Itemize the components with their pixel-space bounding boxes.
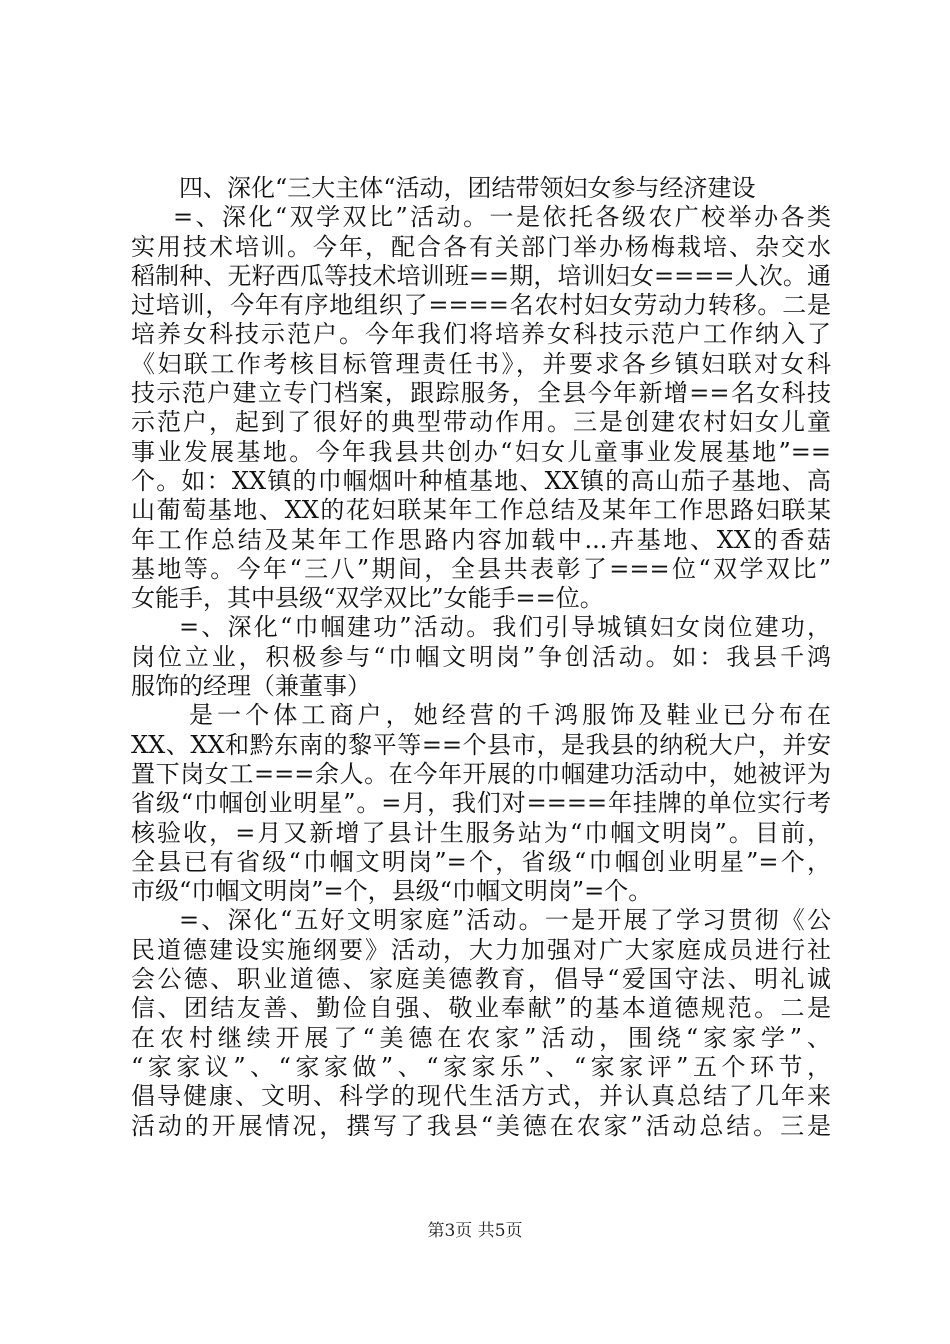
paragraph-line: 女能手，其中县级“双学双比”女能手==位。 xyxy=(131,584,604,613)
paragraph-line: 民道德建设实施纲要》活动，大力加强对广大家庭成员进行社 xyxy=(131,935,831,964)
paragraph-line: =、深化“巾帼建功”活动。我们引导城镇妇女岗位建功， xyxy=(179,613,831,642)
paragraph-line: 示范户，起到了很好的典型带动作用。三是创建农村妇女儿童 xyxy=(131,408,831,437)
paragraph-line: 培养女科技示范户。今年我们将培养女科技示范户工作纳入了 xyxy=(131,320,831,349)
paragraph-line: 在农村继续开展了“美德在农家”活动，围绕“家家学”、 xyxy=(131,1023,831,1052)
paragraph-line: 过培训，今年有序地组织了====名农村妇女劳动力转移。二是 xyxy=(131,291,831,320)
paragraph-line: =、深化“五好文明家庭”活动。一是开展了学习贯彻《公 xyxy=(179,906,831,935)
paragraph-line: 置下岗女工===余人。在今年开展的巾帼建功活动中，她被评为 xyxy=(131,759,831,788)
paragraph-line: 会公德、职业道德、家庭美德教育，倡导“爱国守法、明礼诚 xyxy=(131,965,831,994)
paragraph-line: 省级“巾帼创业明星”。=月，我们对====年挂牌的单位实行考 xyxy=(131,789,831,818)
paragraph-line: 倡导健康、文明、科学的现代生活方式，并认真总结了几年来 xyxy=(131,1082,831,1111)
paragraph-line: 全县已有省级“巾帼文明岗”=个，省级“巾帼创业明星”=个， xyxy=(131,847,831,876)
paragraph-line: =、深化“双学双比”活动。一是依托各级农广校举办各类 xyxy=(173,203,831,232)
page-number-footer: 第3页 共5页 xyxy=(427,1221,523,1241)
paragraph-line: 个。如：XX镇的巾帼烟叶种植基地、XX镇的高山茄子基地、高 xyxy=(131,466,831,495)
section-heading: 四、深化“三大主体“活动，团结带领妇女参与经济建设 xyxy=(179,174,756,202)
paragraph-line: 事业发展基地。今年我县共创办“妇女儿童事业发展基地”== xyxy=(131,437,831,466)
paragraph-line: 岗位立业，积极参与“巾帼文明岗”争创活动。如：我县千鸿 xyxy=(131,642,831,671)
paragraph-line: 市级“巾帼文明岗”=个，县级“巾帼文明岗”=个。 xyxy=(131,877,653,906)
paragraph-line: “家家议”、“家家做”、“家家乐”、“家家评”五个环节， xyxy=(131,1052,831,1081)
paragraph-line: 服饰的经理（兼董事） xyxy=(131,672,371,701)
paragraph-line: 山葡萄基地、XX的花妇联某年工作总结及某年工作思路妇联某 xyxy=(131,496,831,525)
paragraph-line: 信、团结友善、勤俭自强、敬业奉献”的基本道德规范。二是 xyxy=(131,994,831,1023)
document-body xyxy=(131,174,831,1141)
paragraph-line: 《妇联工作考核目标管理责任书》，并要求各乡镇妇联对女科 xyxy=(131,349,831,378)
paragraph-line: 活动的开展情况，撰写了我县“美德在农家”活动总结。三是 xyxy=(131,1111,831,1140)
paragraph-line: 年工作总结及某年工作思路内容加载中...卉基地、XX的香菇 xyxy=(131,525,831,554)
paragraph-line: 基地等。今年“三八”期间，全县共表彰了===位“双学双比” xyxy=(131,554,831,583)
paragraph-line: 核验收，=月又新增了县计生服务站为“巾帼文明岗”。目前， xyxy=(131,818,831,847)
paragraph-line: XX、XX和黔东南的黎平等==个县市，是我县的纳税大户，并安 xyxy=(131,730,831,759)
paragraph-line: 稻制种、无籽西瓜等技术培训班==期，培训妇女====人次。通 xyxy=(131,261,831,290)
paragraph-line: 是一个体工商户，她经营的千鸿服饰及鞋业已分布在 xyxy=(189,701,831,730)
paragraph-line: 实用技术培训。今年，配合各有关部门举办杨梅栽培、杂交水 xyxy=(131,232,831,261)
paragraph-line: 技示范户建立专门档案，跟踪服务，全县今年新增==名女科技 xyxy=(131,379,831,408)
